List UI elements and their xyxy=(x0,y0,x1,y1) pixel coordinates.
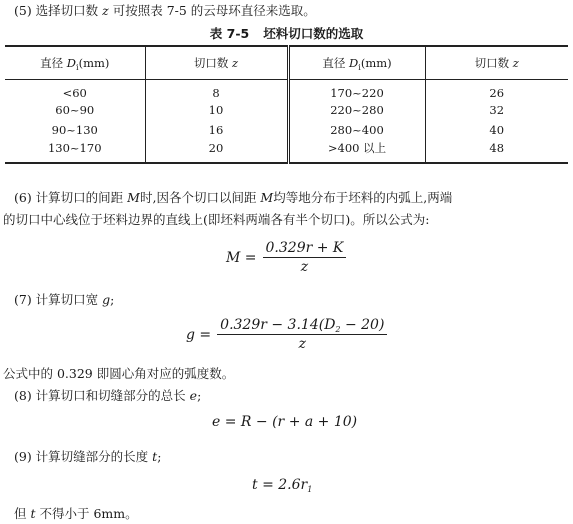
cell-diameter: 280~400 xyxy=(288,120,425,140)
equation-t: $t = 2.6r_1$ xyxy=(252,477,313,494)
final-line: 但 t 不得小于 6mm。 xyxy=(14,506,138,521)
cell-count: 20 xyxy=(145,140,288,163)
header-diameter-right: 直径 $D_i(mm)$ xyxy=(288,46,425,79)
eq2-numerator: $0.329r - 3.14(D_2 - 20)$ xyxy=(217,317,387,335)
eq1-numerator: 0.329r + K xyxy=(263,240,347,258)
note-line: 公式中的 0.329 即圆心角对应的弧度数。 xyxy=(3,366,235,381)
table-title: 坯料切口数的选取 xyxy=(263,26,364,41)
cell-count: 26 xyxy=(489,85,505,100)
var-t: t xyxy=(152,449,158,464)
eq2-fraction xyxy=(217,317,387,352)
header-diameter-left: 直径 $D_i(mm)$ xyxy=(5,46,145,79)
table-row xyxy=(5,100,568,120)
cell-count: 48 xyxy=(425,140,568,163)
step6-line2: 的切口中心线位于坯料边界的直线上(即坯料两端各有半个切口)。所以公式为: xyxy=(3,212,430,227)
var-m: M xyxy=(127,190,140,205)
cell-count: 16 xyxy=(145,120,288,140)
intro-line xyxy=(14,3,316,19)
table-caption xyxy=(0,26,573,42)
var-e: e xyxy=(189,388,198,403)
var-m: M xyxy=(260,190,274,205)
eq2-denominator: z xyxy=(298,336,306,352)
intro-var-z: z xyxy=(102,3,109,18)
step6-line1: (6) 计算切口的间距 M时,因各个切口以间距 M均等地分布于坯料的内弧上,两端 xyxy=(14,190,453,205)
cell-diameter: 60~90 xyxy=(5,100,145,120)
intro-prefix: (5) 选择切口数 xyxy=(14,3,103,18)
equation-m xyxy=(226,240,346,275)
header-count-left: 切口数 z xyxy=(145,46,288,79)
cell-diameter: 220~280 xyxy=(288,100,425,120)
step8-line: (8) 计算切口和切缝部分的总长 e; xyxy=(14,388,202,403)
eq1-fraction xyxy=(263,240,347,275)
header-count-right: 切口数 z xyxy=(425,46,568,79)
cell-diameter: 90~130 xyxy=(5,120,145,140)
var-t: t xyxy=(30,506,36,521)
eq4-subscript: 1 xyxy=(307,485,313,494)
step7-line: (7) 计算切口宽 g; xyxy=(14,292,115,307)
equation-e: e = R − (r + a + 10) xyxy=(212,414,358,430)
var-g: g xyxy=(102,292,111,307)
table-row xyxy=(5,120,568,140)
eq1-denominator: z xyxy=(300,259,309,275)
cell-count: 8 xyxy=(145,79,288,100)
cell-diameter: 170~220 xyxy=(288,79,425,100)
cell-diameter: <60 xyxy=(5,79,145,100)
cell-diameter: 130~170 xyxy=(5,140,145,163)
intro-suffix: 可按照表 7-5 的云母环直径来选取。 xyxy=(108,3,316,18)
cell-count: 40 xyxy=(489,122,505,137)
cell-count: 32 xyxy=(489,102,505,117)
eq1-lhs: M = xyxy=(226,249,257,266)
cell-count: 10 xyxy=(145,100,288,120)
step9-line: (9) 计算切缝部分的长度 t; xyxy=(14,449,162,464)
cut-count-table xyxy=(5,45,568,164)
eq2-lhs: g = xyxy=(186,326,212,343)
table-label: 表 7-5 xyxy=(209,26,250,41)
equation-g xyxy=(186,317,387,352)
cell-diameter: >400 以上 xyxy=(288,140,425,163)
table-row xyxy=(5,79,568,100)
table-header-row xyxy=(5,46,568,79)
table-row xyxy=(5,140,568,163)
